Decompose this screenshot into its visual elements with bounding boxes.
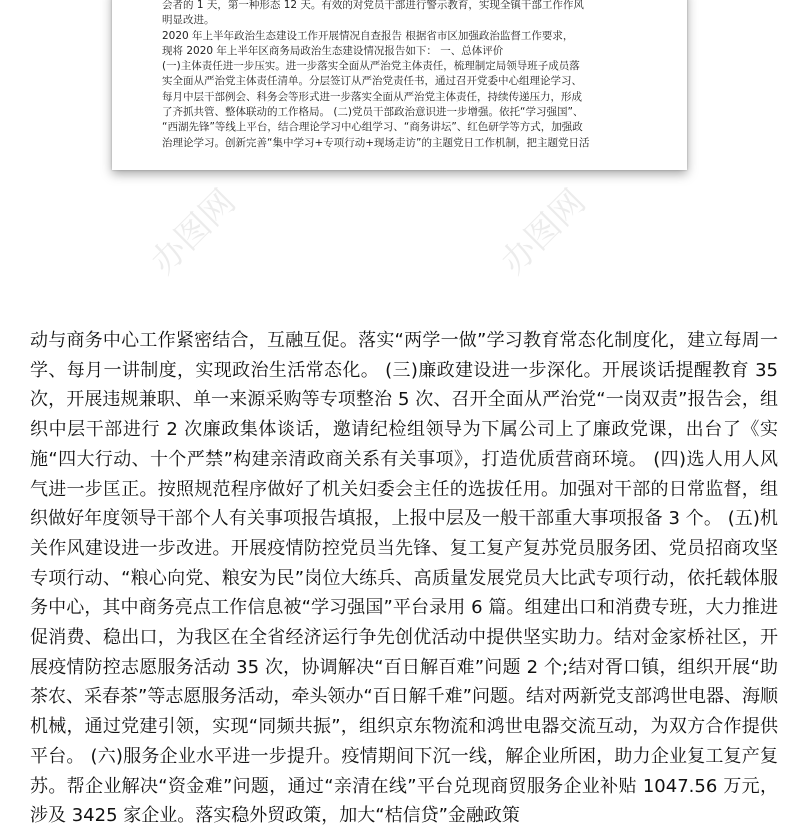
excerpt-line: 每月中层干部例会、科务会等形式进一步落实全面从严治党主体责任，持续传递压力，形成 xyxy=(162,90,582,103)
excerpt-line: “西湖先锋”等线上平台，结合理论学习中心组学习、“商务讲坛”、红色研学等方式，加强政 xyxy=(162,121,583,134)
excerpt-text xyxy=(162,0,652,151)
excerpt-line: 会者的 1 天，第一种形态 12 天。有效的对党员干部进行警示教育，实现全镇干部工作作风 xyxy=(162,0,584,11)
watermark: 办图网 xyxy=(143,181,244,283)
watermark: 办图网 xyxy=(493,181,594,283)
excerpt-line: 了齐抓共管、整体联动的工作格局。 (二)党员干部政治意识进一步增强。依托“学习强国”、 xyxy=(162,106,584,119)
body-paragraph: 动与商务中心工作紧密结合，互融互促。落实“两学一做”学习教育常态化制度化，建立每周一学、每月一讲制度，实现政治生活常态化。 (三)廉政建设进一步深化。开展谈话提醒教育 35 次，开展违规兼职、单一来源采购等专项整治 5 次、召开全面从严治党“一岗双责”报告会，组织中层干部进行 2 次廉政集体谈话，邀请纪检组领导为下属公司上了廉政党课，出台了《实施“四大行动、十个严禁”构建亲清政商关系有关事项》，打造优质营商环境。 (四)选人用人风气进一步匡正。按照规范程序做好了机关妇委会主任的选拔任用。加强对干部的日常监督，组织做好年度领导干部个人有关事项报告填报，上报中层及一般干部重大事项报备 3 个。 (五)机关作风建设进一步改进。开展疫情防控党员当先锋、复工复产复苏党员服务团、党员招商攻坚专项行动、“粮心向党、粮安为民”岗位大练兵、高质量发展党员大比武专项行动，依托载体服务中心，其中商务亮点工作信息被“学习强国”平台录用 6 篇。组建出口和消费专班，大力推进促消费、稳出口，为我区在全省经济运行争先创优活动中提供坚实助力。结对金家桥社区，开展疫情防控志愿服务活动 35 次，协调解决“百日解百难”问题 2 个;结对胥口镇，组织开展“助茶农、采春茶”等志愿服务活动，牵头领办“百日解千难”问题。结对两新党支部鸿世电器、海顺机械，通过党建引领，实现“同频共振”，组织京东物流和鸿世电器交流互动，为双方合作提供平台。 (六)服务企业水平进一步提升。疫情期间下沉一线，解企业所困，助力企业复工复产复苏。帮企业解决“资金难”问题，通过“亲清在线”平台兑现商贸服务企业补贴 1047.56 万元，涉及 3425 家企业。落实稳外贸政策，加大“桔信贷”金融政策 xyxy=(30,330,778,827)
document-body xyxy=(30,326,778,831)
excerpt-line: 2020 年上半年政治生态建设工作开展情况自查报告 根据省市区加强政治监督工作要求， xyxy=(162,29,574,42)
excerpt-line: 实全面从严治党主体责任清单。分层签订从严治党责任书，通过召开党委中心组理论学习、 xyxy=(162,75,582,88)
excerpt-line: 明显改进。 xyxy=(162,14,215,27)
excerpt-line: 治理论学习。创新完善“集中学习+专项行动+现场走访”的主题党日工作机制，把主题党日活 xyxy=(162,136,590,149)
excerpt-line: 现将 2020 年上半年区商务局政治生态建设情况报告如下： 一、总体评价 xyxy=(162,44,504,57)
document-excerpt-card xyxy=(112,0,687,170)
preview-area xyxy=(0,0,800,300)
excerpt-line: (一)主体责任进一步压实。进一步落实全面从严治党主体责任，梳理制定局领导班子成员落 xyxy=(162,60,580,73)
